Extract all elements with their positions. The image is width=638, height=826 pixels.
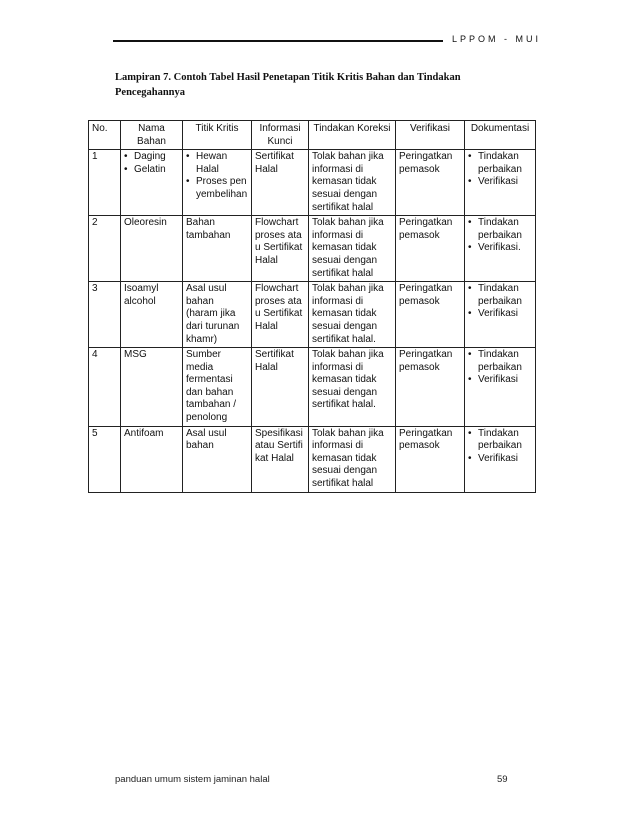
- col-header-no: No.: [89, 121, 121, 150]
- bullet-item: • Verifikasi: [468, 308, 532, 321]
- cell-info: Flowchart proses atau Sertifikat Halal: [252, 282, 309, 348]
- col-header-info: Informasi Kunci: [252, 121, 309, 150]
- cell-info: Spesifikasi atau Sertifikat Halal: [252, 426, 309, 492]
- cell-koreksi: Tolak bahan jika informasi di kemasan tidak sesuai dengan sertifikat halal: [309, 150, 396, 216]
- critical-points-table: [88, 120, 536, 493]
- caption-line-1: Lampiran 7. Contoh Tabel Hasil Penetapan Titik Kritis Bahan dan Tindakan: [115, 72, 461, 83]
- cell-info: Flowchart proses atau Sertifikat Halal: [252, 216, 309, 282]
- header-rule: [113, 40, 443, 42]
- header-org: LPPOM - MUI: [452, 34, 542, 44]
- table-row: [89, 282, 536, 348]
- footer-title: panduan umum sistem jaminan halal: [115, 774, 270, 785]
- cell-nama: Oleoresin: [121, 216, 183, 282]
- col-header-koreksi: Tindakan Koreksi: [309, 121, 396, 150]
- col-header-nama: Nama Bahan: [121, 121, 183, 150]
- col-header-dok: Dokumentasi: [465, 121, 536, 150]
- cell-titik: Bahan tambahan: [183, 216, 252, 282]
- cell-koreksi: Tolak bahan jika informasi di kemasan tidak sesuai dengan sertifikat halal: [309, 216, 396, 282]
- table-row: [89, 150, 536, 216]
- cell-verifikasi: Peringatkan pemasok: [396, 426, 465, 492]
- cell-no: 4: [89, 348, 121, 427]
- cell-nama: MSG: [121, 348, 183, 427]
- cell-dok: [465, 348, 536, 427]
- cell-dok: [465, 426, 536, 492]
- bullet-item: • Verifikasi: [468, 176, 532, 189]
- cell-no: 5: [89, 426, 121, 492]
- table-row: [89, 216, 536, 282]
- cell-info: Sertifikat Halal: [252, 348, 309, 427]
- bullet-item: • Daging: [124, 151, 179, 164]
- cell-titik: Sumber media fermentasi dan bahan tambahan / penolong: [183, 348, 252, 427]
- cell-verifikasi: Peringatkan pemasok: [396, 216, 465, 282]
- cell-koreksi: Tolak bahan jika informasi di kemasan tidak sesuai dengan sertifikat halal: [309, 426, 396, 492]
- cell-verifikasi: Peringatkan pemasok: [396, 282, 465, 348]
- cell-verifikasi: Peringatkan pemasok: [396, 150, 465, 216]
- table-row: [89, 348, 536, 427]
- cell-no: 3: [89, 282, 121, 348]
- bullet-item: • Tindakan perbaikan: [468, 151, 532, 176]
- table-header-row: [89, 121, 536, 150]
- bullet-item: • Tindakan perbaikan: [468, 217, 532, 242]
- cell-titik: Asal usul bahan: [183, 426, 252, 492]
- bullet-item: • Tindakan perbaikan: [468, 428, 532, 453]
- bullet-item: • Tindakan perbaikan: [468, 349, 532, 374]
- cell-nama: [121, 150, 183, 216]
- bullet-item: • Tindakan perbaikan: [468, 283, 532, 308]
- cell-nama: Antifoam: [121, 426, 183, 492]
- cell-titik: [183, 150, 252, 216]
- table-row: [89, 426, 536, 492]
- cell-verifikasi: Peringatkan pemasok: [396, 348, 465, 427]
- cell-dok: [465, 282, 536, 348]
- cell-dok: [465, 150, 536, 216]
- bullet-item: • Proses penyembelihan: [186, 176, 248, 201]
- bullet-item: • Verifikasi: [468, 453, 532, 466]
- caption-line-2: Pencegahannya: [115, 87, 186, 98]
- bullet-item: • Hewan Halal: [186, 151, 248, 176]
- cell-koreksi: Tolak bahan jika informasi di kemasan tidak sesuai dengan sertifikat halal.: [309, 348, 396, 427]
- cell-info: Sertifikat Halal: [252, 150, 309, 216]
- cell-no: 1: [89, 150, 121, 216]
- col-header-verifikasi: Verifikasi: [396, 121, 465, 150]
- cell-titik: Asal usul bahan (haram jika dari turunan khamr): [183, 282, 252, 348]
- bullet-item: • Verifikasi.: [468, 242, 532, 255]
- table-caption: [115, 70, 535, 100]
- bullet-item: • Gelatin: [124, 164, 179, 177]
- bullet-item: • Verifikasi: [468, 374, 532, 387]
- cell-nama: Isoamyl alcohol: [121, 282, 183, 348]
- cell-koreksi: Tolak bahan jika informasi di kemasan tidak sesuai dengan sertifikat halal.: [309, 282, 396, 348]
- cell-no: 2: [89, 216, 121, 282]
- col-header-titik: Titik Kritis: [183, 121, 252, 150]
- cell-dok: [465, 216, 536, 282]
- page-number: 59: [497, 774, 508, 785]
